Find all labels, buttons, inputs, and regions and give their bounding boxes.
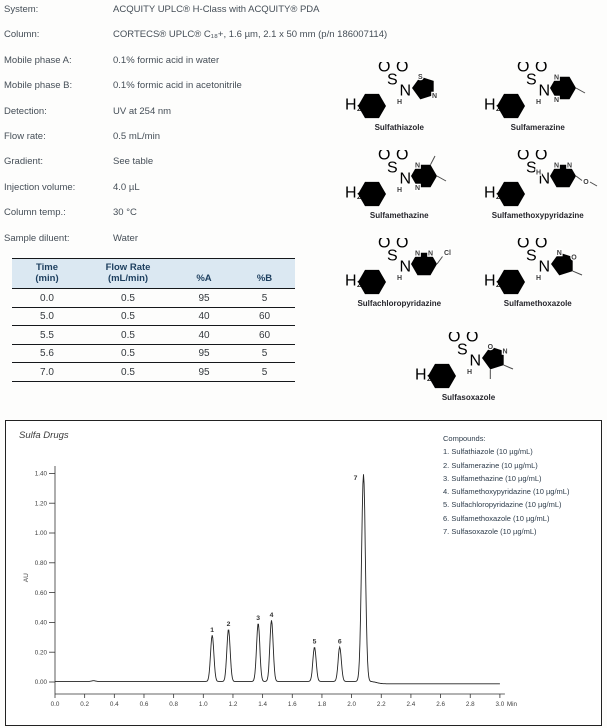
structure-sulfachloropyridazine: [330, 220, 469, 308]
cell-percent-a: 95: [174, 344, 234, 363]
svg-text:N: N: [415, 162, 421, 170]
svg-text:1.6: 1.6: [287, 701, 297, 708]
svg-text:H: H: [466, 369, 472, 376]
cell-percent-a: 40: [174, 326, 234, 345]
svg-text:6: 6: [337, 638, 342, 646]
cell-percent-b: 60: [234, 307, 295, 326]
sulfachloropyridazine-structure-drawing: [334, 238, 464, 298]
svg-text:1.40: 1.40: [34, 470, 47, 478]
condition-row-column-temp: [4, 207, 334, 232]
table-row: [12, 363, 295, 382]
condition-row-flow-rate: [4, 131, 334, 156]
structure-sulfamerazine: [469, 44, 607, 132]
structure-name: Sulfamethazine: [369, 211, 429, 220]
legend-item: 6. Sulfamethoxazole (10 µg/mL): [443, 513, 550, 523]
chromatogram-title: Sulfa Drugs: [19, 430, 69, 441]
table-row: [12, 307, 295, 326]
legend-item: 7. Sulfasoxazole (10 µg/mL): [443, 527, 537, 537]
svg-text:2.8: 2.8: [465, 701, 475, 708]
table-row: [12, 326, 295, 345]
cell-percent-a: 95: [174, 289, 234, 308]
cell-time: 7.0: [12, 363, 82, 382]
svg-text:Cl: Cl: [444, 250, 452, 257]
condition-value: 4.0 µL: [113, 181, 140, 193]
condition-label: Mobile phase A:: [4, 54, 72, 66]
svg-text:1.20: 1.20: [34, 500, 47, 508]
svg-text:0.4: 0.4: [109, 701, 119, 708]
cell-flow: 0.5: [82, 344, 174, 363]
condition-label: Sample diluent:: [4, 232, 70, 244]
svg-text:1: 1: [210, 626, 215, 634]
condition-value: 0.5 mL/min: [113, 130, 160, 142]
svg-text:0.8: 0.8: [169, 701, 179, 708]
condition-label: Gradient:: [4, 156, 44, 168]
structure-sulfamethazine: [330, 132, 469, 220]
condition-label: System:: [4, 4, 39, 15]
svg-text:N: N: [428, 250, 434, 258]
structure-sulfathiazole: [330, 44, 469, 132]
condition-value: 30 °C: [113, 207, 137, 219]
cell-flow: 0.5: [82, 363, 174, 382]
condition-row-column: [4, 29, 388, 54]
svg-text:2.0: 2.0: [347, 701, 356, 708]
svg-text:1.00: 1.00: [34, 530, 47, 538]
condition-label: Mobile phase B:: [4, 80, 73, 92]
gradient-col-flow-rate: Flow Rate (mL/min): [82, 259, 174, 289]
cell-percent-b: 5: [234, 289, 295, 308]
condition-value: Water: [113, 232, 138, 244]
svg-text:2.6: 2.6: [436, 701, 445, 708]
condition-value: ACQUITY UPLC® H-Class with ACQUITY® PDA: [113, 4, 320, 15]
structure-name: Sulfamerazine: [510, 123, 565, 132]
svg-text:1.8: 1.8: [317, 701, 327, 708]
table-row: [12, 289, 295, 308]
condition-row-detection: [4, 106, 334, 131]
svg-text:0.6: 0.6: [139, 701, 149, 708]
gradient-col-time: Time (min): [12, 259, 82, 289]
structure-name: Sulfachloropyridazine: [357, 299, 442, 308]
svg-text:O: O: [487, 344, 493, 351]
cell-flow: 0.5: [82, 307, 174, 326]
svg-text:1.0: 1.0: [198, 701, 208, 708]
cell-time: 0.0: [12, 289, 82, 308]
svg-text:H: H: [397, 275, 403, 282]
structure-sulfamethoxypyridazine: [469, 132, 607, 220]
svg-text:N: N: [415, 184, 421, 192]
svg-text:7: 7: [353, 474, 358, 482]
structure-sulfamethoxazole: [469, 220, 607, 308]
cell-time: 5.5: [12, 326, 82, 345]
sulfamethoxazole-structure-drawing: [473, 238, 603, 298]
cell-time: 5.0: [12, 307, 82, 326]
svg-text:0.2: 0.2: [80, 701, 90, 708]
svg-text:N: N: [432, 92, 438, 100]
svg-text:3: 3: [256, 614, 261, 622]
gradient-table: [12, 258, 295, 382]
condition-value: 0.1% formic acid in acetonitrile: [113, 80, 242, 92]
legend-item: 3. Sulfamethazine (10 µg/mL): [443, 473, 542, 483]
condition-value: CORTECS® UPLC® C₁₈+, 1.6 µm, 2.1 x 50 mm (p/n 186007114): [113, 29, 388, 41]
structure-sulfasoxazole: [330, 308, 607, 402]
sulfamethazine-structure-drawing: [334, 150, 464, 210]
compounds-legend-header: Compounds:: [443, 434, 486, 443]
svg-text:N: N: [556, 250, 562, 257]
gradient-col-percent-a: %A: [174, 259, 234, 289]
svg-text:H: H: [397, 187, 403, 194]
structure-name: Sulfasoxazole: [441, 393, 496, 402]
chromatogram-plot: [14, 447, 554, 717]
cell-percent-a: 95: [174, 363, 234, 382]
svg-text:0.00: 0.00: [34, 679, 47, 687]
svg-text:O: O: [583, 179, 589, 186]
condition-label: Flow rate:: [4, 130, 46, 142]
condition-label: Injection volume:: [4, 181, 76, 193]
condition-label: Column:: [4, 29, 40, 41]
svg-text:0.0: 0.0: [50, 701, 60, 708]
table-row: [12, 344, 295, 363]
svg-text:2.2: 2.2: [376, 701, 386, 708]
condition-row-system: [4, 4, 334, 29]
gradient-col-percent-b: %B: [234, 259, 295, 289]
svg-text:4: 4: [269, 611, 274, 619]
svg-text:N: N: [553, 162, 559, 170]
svg-text:5: 5: [312, 638, 317, 646]
legend-item: 1. Sulfathiazole (10 µg/mL): [443, 447, 533, 457]
svg-text:N: N: [566, 162, 572, 170]
legend-item: 4. Sulfamethoxypyridazine (10 µg/mL): [443, 487, 570, 497]
structure-name: Sulfamethoxypyridazine: [491, 211, 584, 220]
svg-text:2.4: 2.4: [406, 701, 416, 708]
svg-text:0.60: 0.60: [34, 589, 47, 597]
condition-row-gradient: [4, 156, 334, 181]
condition-row-mobile-phase-a: [4, 55, 334, 80]
condition-row-injection-volume: [4, 182, 334, 207]
svg-text:0.40: 0.40: [34, 619, 47, 627]
condition-label: Column temp.:: [4, 207, 66, 219]
cell-percent-b: 5: [234, 363, 295, 382]
svg-text:0.20: 0.20: [34, 649, 47, 657]
svg-text:N: N: [415, 250, 421, 258]
structure-name: Sulfamethoxazole: [503, 299, 572, 308]
svg-text:1.4: 1.4: [258, 701, 268, 708]
structure-name: Sulfathiazole: [374, 123, 424, 132]
svg-text:H: H: [535, 169, 541, 177]
cell-percent-b: 5: [234, 344, 295, 363]
svg-text:Min: Min: [506, 701, 518, 708]
sulfathiazole-structure-drawing: [334, 62, 464, 122]
condition-row-sample-diluent: [4, 233, 334, 258]
svg-text:O: O: [571, 254, 577, 262]
cell-percent-b: 60: [234, 326, 295, 345]
legend-item: 5. Sulfachloropyridazine (10 µg/mL): [443, 500, 562, 510]
condition-value: 0.1% formic acid in water: [113, 54, 220, 66]
condition-value: See table: [113, 156, 154, 168]
svg-text:H: H: [397, 99, 403, 106]
svg-text:1.2: 1.2: [228, 701, 238, 708]
svg-text:AU: AU: [23, 573, 30, 583]
sulfamethoxypyridazine-structure-drawing: [473, 150, 603, 210]
condition-label: Detection:: [4, 105, 47, 117]
condition-value: UV at 254 nm: [113, 105, 172, 117]
sulfamerazine-structure-drawing: [473, 62, 603, 122]
svg-text:2: 2: [226, 620, 231, 628]
condition-row-mobile-phase-b: [4, 80, 334, 105]
svg-text:H: H: [535, 275, 541, 282]
svg-text:N: N: [501, 348, 508, 356]
svg-text:S: S: [418, 74, 423, 81]
gradient-table-header-row: [12, 259, 295, 289]
svg-text:3.0: 3.0: [495, 701, 505, 708]
chromatogram-panel: [5, 420, 602, 726]
structures-panel: [330, 44, 607, 402]
svg-text:N: N: [553, 74, 559, 82]
svg-text:0.80: 0.80: [34, 560, 47, 567]
method-conditions-list: [4, 4, 388, 258]
cell-percent-a: 40: [174, 307, 234, 326]
cell-flow: 0.5: [82, 326, 174, 345]
cell-flow: 0.5: [82, 289, 174, 308]
sulfasoxazole-structure-drawing: [404, 332, 534, 392]
cell-time: 5.6: [12, 344, 82, 363]
svg-text:H: H: [535, 99, 541, 106]
svg-text:N: N: [553, 96, 559, 104]
legend-item: 2. Sulfamerazine (10 µg/mL): [443, 460, 538, 470]
